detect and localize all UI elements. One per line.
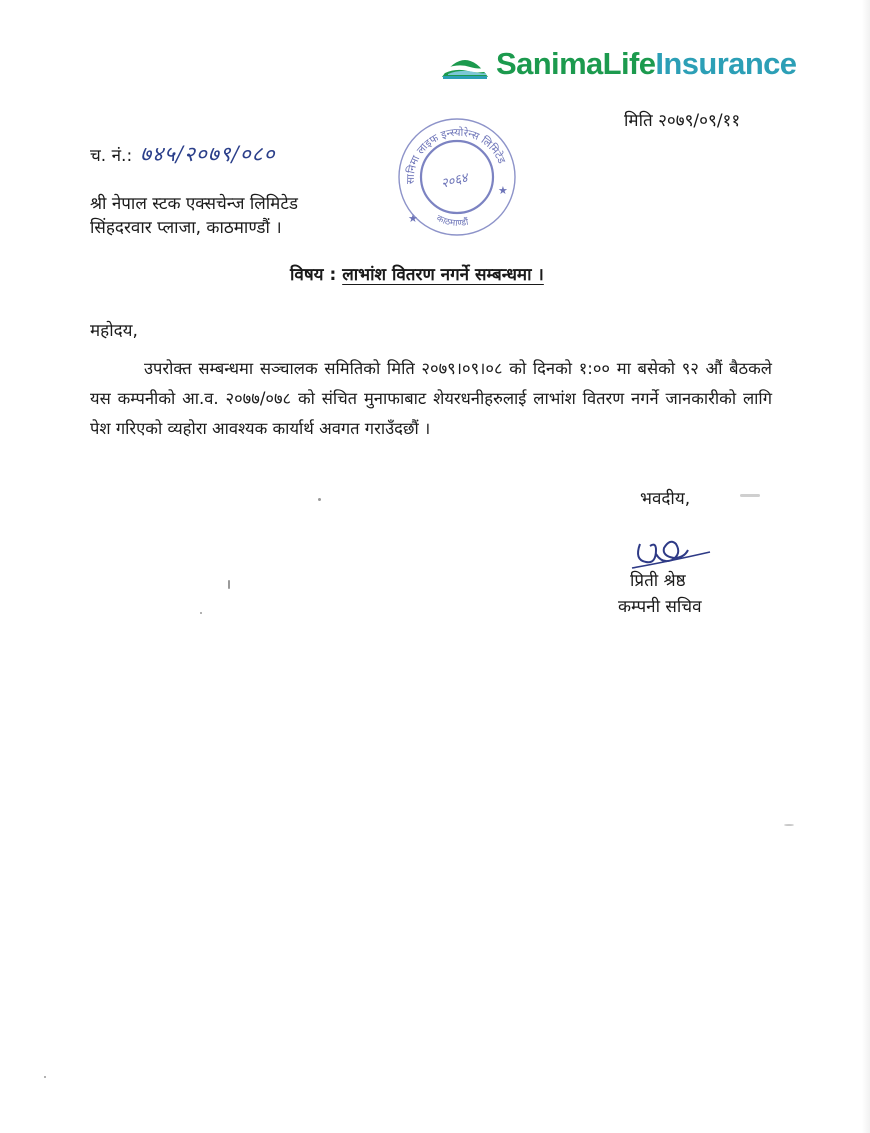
logo-word-life: Life <box>602 46 656 81</box>
stamp-star-left: ★ <box>408 212 418 225</box>
subject-text: लाभांश वितरण नगर्ने सम्बन्धमा । <box>342 265 544 285</box>
salutation: महोदय, <box>90 321 138 341</box>
stamp-bottom-text: काठमाण्डौं <box>434 213 470 229</box>
reference-line <box>90 140 276 168</box>
logo-word-sanima: Sanima <box>496 46 603 81</box>
umbrella-landscape-icon <box>440 47 490 81</box>
scan-speck <box>740 494 760 497</box>
body-paragraph: उपरोक्त सम्बन्धमा सञ्चालक समितिको मिति २०७९।०९।०८ को दिनको १:०० मा बसेको ९२ औं बैठकले यस कम्पनीको आ.व. २०७७/०७८ को संचित मुनाफाबाट शेयरधनीहरुलाई लाभांश वितरण नगर्ने जानकारीको लागि पेश गरिएको व्यहोरा आवश्यक कार्यार्थ अवगत गराउँदछौं । <box>90 359 772 438</box>
scan-speck <box>200 612 202 614</box>
recipient-address <box>90 192 298 240</box>
scan-edge <box>862 0 870 1133</box>
stamp-ring-text: सानिमा लाइफ इन्स्योरेन्स लिमिटेड <box>404 126 508 185</box>
scan-speck <box>784 824 794 826</box>
stamp-center-number: २०६४ <box>439 170 470 192</box>
reference-label: च. नं.: <box>90 146 133 166</box>
letter-body <box>90 354 772 444</box>
handwritten-signature <box>626 524 716 572</box>
recipient-line-2: सिंहदरवार प्लाजा, काठमाण्डौं । <box>90 218 282 238</box>
company-stamp <box>394 114 520 240</box>
scan-speck <box>318 498 321 501</box>
scan-speck <box>228 580 230 589</box>
recipient-line-1: श्री नेपाल स्टक एक्सचेन्ज लिमिटेड <box>90 194 299 214</box>
reference-number: ७४५/२०७९/०८० <box>140 142 276 166</box>
signer-title: कम्पनी सचिव <box>618 597 702 617</box>
closing: भवदीय, <box>640 489 691 509</box>
logo-word-insurance: Insurance <box>655 46 797 81</box>
subject-label: विषय : <box>290 265 337 285</box>
letter-date: मिति २०७९/०९/११ <box>624 111 741 131</box>
scan-speck <box>44 1076 46 1078</box>
subject-line <box>290 262 544 285</box>
company-logo <box>440 44 796 84</box>
stamp-star-right: ★ <box>498 184 508 197</box>
signer-name: प्रिती श्रेष्ठ <box>630 571 686 591</box>
logo-wordmark <box>496 44 796 84</box>
